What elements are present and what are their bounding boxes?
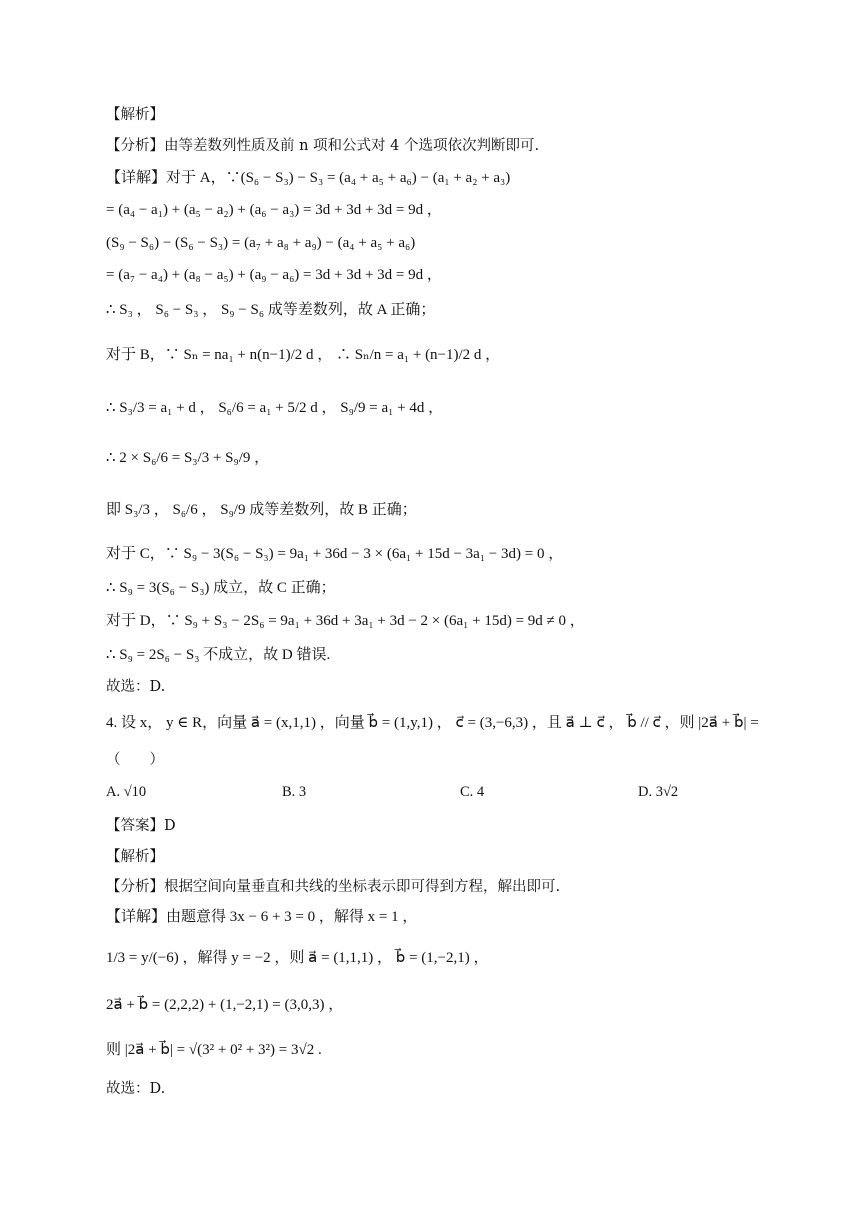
detail-line-a5: ∴ S₃ ， S₆ − S₃ ， S₉ − S₆ 成等差数列，故 A 正确； [106, 302, 436, 318]
detail-line-q4-2: 1/3 = y/(−6) ，解得 y = −2 ，则 a⃗ = (1,1,1) ， b⃗ = (1,−2,1) ， [106, 950, 489, 966]
detail-line-a4: = (a₇ − a₄) + (a₈ − a₅) + (a₉ − a₆) = 3d + 3d + 3d = 9d ， [106, 267, 442, 283]
answer-label: 【答案】D [106, 818, 176, 834]
detail-line-q4-1: 【详解】由题意得 3x − 6 + 3 = 0 ，解得 x = 1 ， [106, 909, 418, 925]
detail-line-b3: ∴ 2 × S₆/6 = S₃/3 + S₉/9 ， [106, 450, 270, 466]
detail-line-b4: 即 S₃/3 ， S₆/6 ， S₉/9 成等差数列，故 B 正确； [106, 502, 417, 518]
option-b: B. 3 [282, 784, 307, 800]
detail-line-q4-3: 2a⃗ + b⃗ = (2,2,2) + (1,−2,1) = (3,0,3) ， [106, 997, 344, 1013]
detail-line-a3: (S₉ − S₆) − (S₆ − S₃) = (a₇ + a₈ + a₉) − (a₄ + a₅ + a₆) [106, 235, 416, 251]
question-4-stem: 4. 设 x， y ∈ R，向量 a⃗ = (x,1,1) ，向量 b⃗ = (1,y,1) ， c⃗ = (3,−6,3) ，且 a⃗ ⊥ c⃗ ， b⃗ // c⃗ ，则 |2a⃗ + b⃗| = [106, 715, 759, 731]
section-heading-analysis: 【解析】 [106, 107, 164, 123]
detail-line-c2: ∴ S₉ = 3(S₆ − S₃) 成立，故 C 正确； [106, 580, 336, 596]
option-c: C. 4 [460, 784, 485, 800]
section-heading-analysis-2: 【解析】 [106, 849, 164, 865]
detail-line-d1: 对于 D，∵ S₉ + S₃ − 2S₆ = 9a₁ + 36d + 3a₁ + 3d − 2 × (6a₁ + 15d) = 9d ≠ 0 ， [106, 613, 585, 629]
detail-line-b1: 对于 B，∵ Sₙ = na₁ + n(n−1)/2 d ， ∴ Sₙ/n = a₁ + (n−1)/2 d ， [106, 347, 501, 363]
option-a: A. √10 [106, 784, 147, 800]
analysis-paragraph-2: 【分析】根据空间向量垂直和共线的坐标表示即可得到方程，解出即可. [106, 879, 561, 895]
analysis-paragraph: 【分析】由等差数列性质及前 n 项和公式对 4 个选项依次判断即可. [106, 138, 540, 154]
detail-line-q4-4: 则 |2a⃗ + b⃗| = √(3² + 0² + 3²) = 3√2 . [106, 1042, 322, 1058]
detail-line-a1: 【详解】对于 A，∵(S₆ − S₃) − S₃ = (a₄ + a₅ + a₆) − (a₁ + a₂ + a₃) [106, 170, 511, 186]
answer-choice-line: 故选：D. [106, 679, 166, 695]
detail-line-a2: = (a₄ − a₁) + (a₅ − a₂) + (a₆ − a₃) = 3d + 3d + 3d = 9d ， [106, 202, 442, 218]
detail-line-b2: ∴ S₃/3 = a₁ + d ， S₆/6 = a₁ + 5/2 d ， S₉/9 = a₁ + 4d ， [106, 400, 444, 416]
option-d: D. 3√2 [638, 784, 679, 800]
detail-line-d2: ∴ S₉ = 2S₆ − S₃ 不成立，故 D 错误. [106, 647, 331, 663]
question-4-options [106, 784, 746, 806]
answer-choice-line-2: 故选：D. [106, 1081, 166, 1097]
question-4-blank: （ ） [106, 752, 164, 768]
detail-line-c1: 对于 C，∵ S₉ − 3(S₆ − S₃) = 9a₁ + 36d − 3 × (6a₁ + 15d − 3a₁ − 3d) = 0 ， [106, 546, 564, 562]
